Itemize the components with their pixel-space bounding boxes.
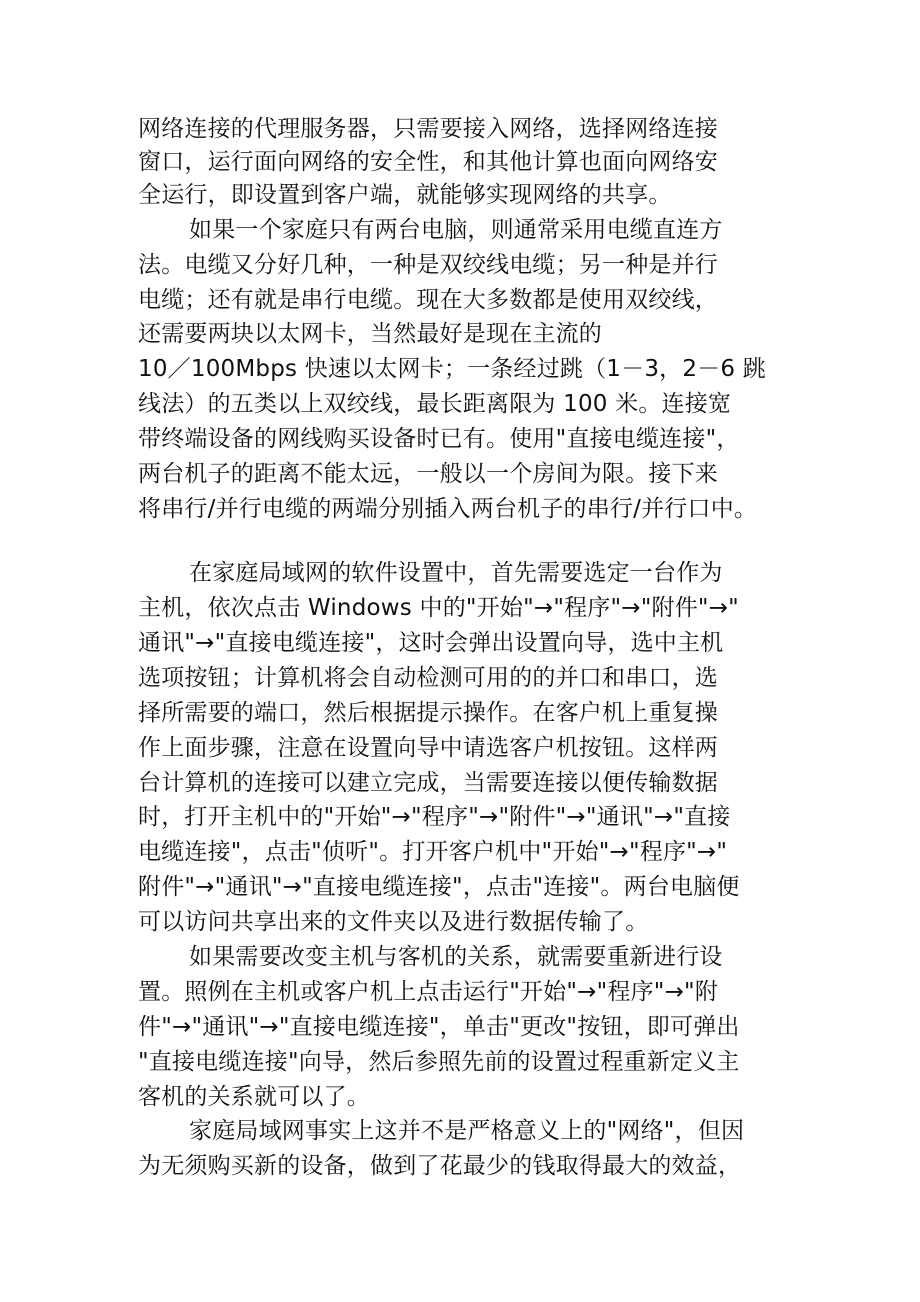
text-line: 置。照例在主机或客户机上点击运行"开始"→"程序"→"附 (138, 979, 719, 1005)
text-line: 主机，依次点击 Windows 中的"开始"→"程序"→"附件"→" (138, 595, 739, 621)
text-line: 作上面步骤，注意在设置向导中请选客户机按钮。这样两 (138, 735, 718, 761)
text-line: "直接电缆连接"向导，然后参照先前的设置过程重新定义主 (138, 1049, 740, 1075)
paragraph-start-line: 如果一个家庭只有两台电脑，则通常采用电缆直连方 (189, 217, 723, 243)
text-line: 电缆连接"，点击"侦听"。打开客户机中"开始"→"程序"→" (138, 839, 728, 865)
text-line: 通讯"→"直接电缆连接"，这时会弹出设置向导，选中主机 (138, 630, 724, 656)
text-line: 客机的关系就可以了。 (138, 1084, 370, 1110)
text-line: 时，打开主机中的"开始"→"程序"→"附件"→"通讯"→"直接 (138, 804, 731, 830)
text-line: 附件"→"通讯"→"直接电缆连接"，点击"连接"。两台电脑便 (138, 874, 740, 900)
text-line: 将串行/并行电缆的两端分别插入两台机子的串行/并行口中。 (138, 496, 758, 522)
text-line: 法。电缆又分好几种，一种是双绞线电缆；另一种是并行 (138, 252, 718, 278)
text-line: 台计算机的连接可以建立完成，当需要连接以便传输数据 (138, 770, 718, 796)
text-line: 线法）的五类以上双绞线，最长距离限为 100 米。连接宽 (138, 391, 732, 417)
text-line: 选项按钮；计算机将会自动检测可用的的并口和串口，选 (138, 665, 718, 691)
text-line: 可以访问共享出来的文件夹以及进行数据传输了。 (138, 909, 649, 935)
text-line: 全运行，即设置到客户端，就能够实现网络的共享。 (138, 182, 672, 208)
text-line: 还需要两块以太网卡，当然最好是现在主流的 (138, 321, 602, 347)
paragraph-start-line: 家庭局域网事实上这并不是严格意义上的"网络"，但因 (189, 1118, 745, 1144)
paragraph-start-line: 在家庭局域网的软件设置中，首先需要选定一台作为 (189, 560, 723, 586)
text-line: 10／100Mbps 快速以太网卡；一条经过跳（1－3，2－6 跳 (138, 356, 766, 382)
text-line: 窗口，运行面向网络的安全性，和其他计算也面向网络安 (138, 149, 718, 175)
text-line: 择所需要的端口，然后根据提示操作。在客户机上重复操 (138, 700, 718, 726)
text-line: 网络连接的代理服务器，只需要接入网络，选择网络连接 (138, 116, 718, 142)
text-line: 电缆；还有就是串行电缆。现在大多数都是使用双绞线， (138, 287, 718, 313)
paragraph-start-line: 如果需要改变主机与客机的关系，就需要重新进行设 (189, 944, 723, 970)
text-line: 带终端设备的网线购买设备时已有。使用"直接电缆连接"， (138, 426, 740, 452)
text-line: 件"→"通讯"→"直接电缆连接"，单击"更改"按钮，即可弹出 (138, 1014, 740, 1040)
text-line: 为无须购买新的设备，做到了花最少的钱取得最大的效益， (138, 1153, 742, 1179)
text-line: 两台机子的距离不能太远，一般以一个房间为限。接下来 (138, 461, 718, 487)
